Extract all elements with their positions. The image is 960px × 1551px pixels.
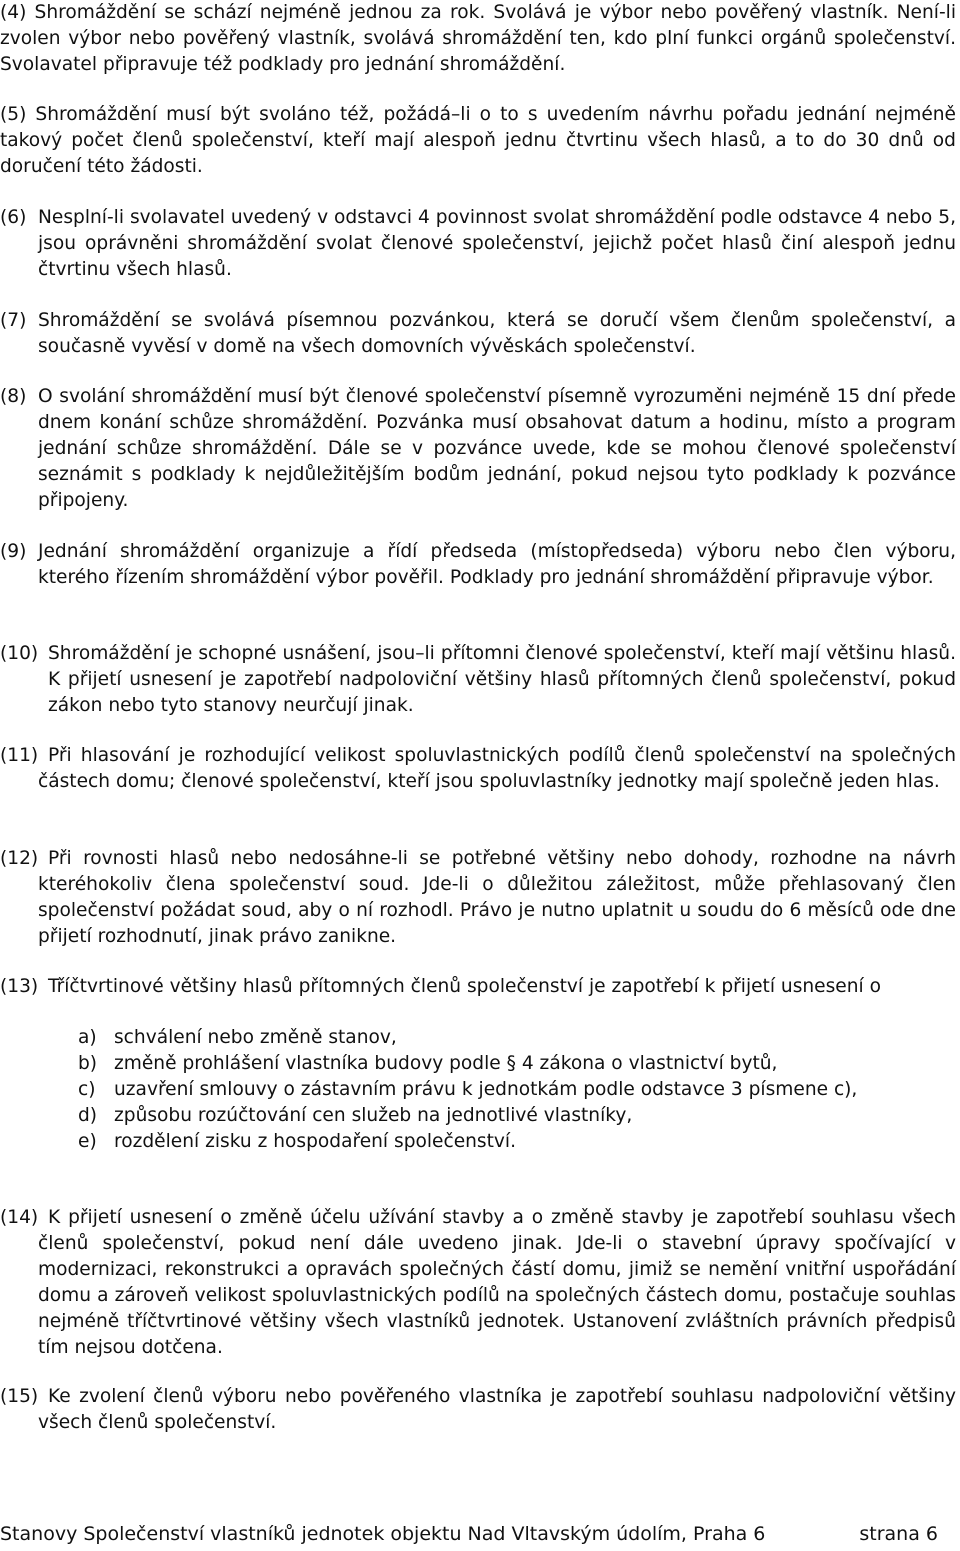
paragraph-number: (8) (0, 386, 27, 407)
paragraph-text: K přijetí usnesení o změně účelu užívání stavby a o změně stavby je zapotřebí souhlasu všech členů společenství, pokud není dále uvedeno jinak. Jde-li o stavební úpravy spočívající v modernizaci, rekonstrukci a opravách společných částí domu, jimiž se nemění vnitřní uspořádání domu a zároveň velikost spoluvlastnických podílů na společných částech domu, postačuje souhlas nejméně tříčtvrtinové většiny všech vlastníků jednotek. Ustanovení zvláštních právních předpisů tím nejsou dotčena. (38, 1207, 956, 1358)
paragraph-text-content: Shromáždění je schopné usnášení, jsou–li přítomni členové společenství, kteří mají většinu hlasů. K přijetí usnesení je zapotřebí nadpoloviční většiny hlasů přítomných členů společenství, pokud zákon nebo tyto stanovy neurčují jinak. (48, 643, 956, 716)
paragraph-7 (0, 308, 956, 360)
paragraph-text: Shromáždění se schází nejméně jednou za rok. Svolává je výbor nebo pověřený vlastník. Není-li zvolen výbor nebo pověřený vlastník, svolává shromáždění ten, kdo plní funkci orgánů společenství. Svolavatel připravuje též podklady pro jednání shromáždění. (0, 2, 956, 75)
paragraph-text: Při hlasování je rozhodující velikost spoluvlastnických podílů členů společenství na společných částech domu; členové společenství, kteří jsou spoluvlastníky jednotky mají společně jeden hlas. (38, 745, 956, 792)
paragraph-11 (0, 743, 956, 795)
paragraph-number: (14) (0, 1207, 39, 1228)
list-13 (78, 1025, 958, 1155)
paragraph-6 (0, 205, 956, 283)
paragraph-9 (0, 539, 956, 591)
paragraph-15 (0, 1384, 956, 1436)
list-item-letter: b) (78, 1053, 98, 1074)
paragraph-number: (5) (0, 104, 27, 125)
paragraph-10 (0, 641, 956, 719)
footer-page-number: strana 6 (859, 1523, 938, 1545)
paragraph-13 (0, 974, 956, 1000)
paragraph-text: O svolání shromáždění musí být členové společenství písemně vyrozuměni nejméně 15 dní přede dnem konání schůze shromáždění. Pozvánka musí obsahovat datum a hodinu, místo a program jednání schůze shromáždění. Dále se v pozvánce uvede, kde se mohou členové společenství seznámit s podklady k nejdůležitějším bodům jednání, pokud nejsou tyto podklady k pozvánce připojeny. (38, 386, 956, 511)
list-item-letter: e) (78, 1131, 97, 1152)
list-item-text: rozdělení zisku z hospodaření společenství. (114, 1131, 516, 1152)
paragraph-number: (9) (0, 541, 27, 562)
paragraph-number: (15) (0, 1386, 39, 1407)
paragraph-text: Při rovnosti hlasů nebo nedosáhne-li se potřebné většiny nebo dohody, rozhodne na návrh kteréhokoliv člena společenství soud. Jde-li o důležitou záležitost, může přehlasovaný člen společenství požádat soud, aby o ní rozhodl. Právo je nutno uplatnit u soudu do 6 měsíců ode dne přijetí rozhodnutí, jinak právo zanikne. (38, 848, 956, 947)
list-item (78, 1129, 958, 1155)
paragraph-text: Shromáždění musí být svoláno též, požádá–li o to s uvedením návrhu pořadu jednání nejméně takový počet členů společenství, kteří mají alespoň jednu čtvrtinu všech hlasů, a to do 30 dnů od doručení této žádosti. (0, 104, 956, 177)
paragraph-12 (0, 846, 956, 950)
list-item-letter: c) (78, 1079, 96, 1100)
paragraph-number: (7) (0, 310, 27, 331)
paragraph-number: (13) (0, 976, 39, 997)
list-item-letter: d) (78, 1105, 98, 1126)
paragraph-14 (0, 1205, 956, 1361)
paragraph-text: Ke zvolení členů výboru nebo pověřeného vlastníka je zapotřebí souhlasu nadpoloviční většiny všech členů společenství. (38, 1386, 956, 1433)
list-item (78, 1077, 958, 1103)
paragraph-5 (0, 102, 956, 180)
list-item-text: způsobu rozúčtování cen služeb na jednotlivé vlastníky, (114, 1105, 633, 1126)
paragraph-number: (4) (0, 2, 27, 23)
list-item (78, 1103, 958, 1129)
paragraph-number: (10) (0, 643, 39, 664)
footer-document-title: Stanovy Společenství vlastníků jednotek objektu Nad Vltavským údolím, Praha 6 (0, 1523, 766, 1545)
list-item-text: uzavření smlouvy o zástavním právu k jednotkám podle odstavce 3 písmene c), (114, 1079, 858, 1100)
paragraph-number: (12) (0, 848, 39, 869)
paragraph-8 (0, 384, 956, 514)
paragraph-text: Nesplní-li svolavatel uvedený v odstavci 4 povinnost svolat shromáždění podle odstavce 4 nebo 5, jsou oprávněni shromáždění svolat členové společenství, jejichž počet hlasů činí alespoň jednu čtvrtinu všech hlasů. (38, 207, 956, 280)
page-footer (0, 1522, 938, 1546)
paragraph-text: Jednání shromáždění organizuje a řídí předseda (místopředseda) výboru nebo člen výboru, kterého řízením shromáždění výbor pověřil. Podklady pro jednání shromáždění připravuje výbor. (38, 541, 956, 588)
paragraph-text: Tříčtvrtinové většiny hlasů přítomných členů společenství je zapotřebí k přijetí usnesení o (48, 976, 881, 997)
list-item (78, 1051, 958, 1077)
list-item-letter: a) (78, 1027, 97, 1048)
paragraph-4 (0, 0, 956, 78)
paragraph-text: Shromáždění se svolává písemnou pozvánkou, která se doručí všem členům společenství, a současně vyvěsí v domě na všech domovních vývěskách společenství. (38, 310, 956, 357)
paragraph-text (0, 641, 956, 719)
list-item (78, 1025, 958, 1051)
list-item-text: změně prohlášení vlastníka budovy podle § 4 zákona o vlastnictví bytů, (114, 1053, 778, 1074)
paragraph-number: (6) (0, 207, 27, 228)
paragraph-number: (11) (0, 745, 39, 766)
list-item-text: schválení nebo změně stanov, (114, 1027, 397, 1048)
